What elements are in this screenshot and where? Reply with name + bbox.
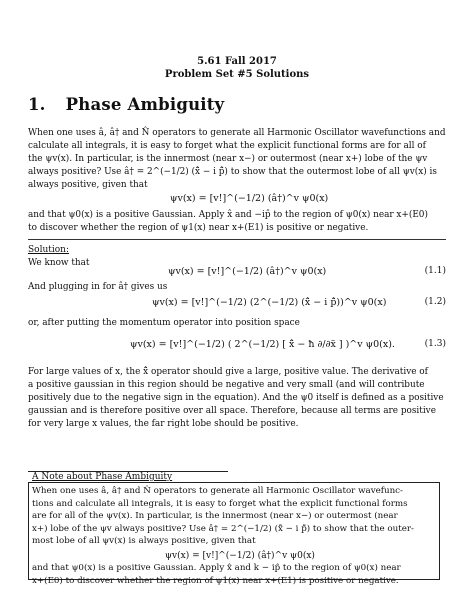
equation-1-2: ψv(x) = [v!]^(−1/2) (2^(−1/2) (x̂̃ − i p̂̃))^v ψ0(x) <box>152 297 387 308</box>
solution-line: a positive gaussian in this region should be negative and very small (and will contribute <box>28 379 425 390</box>
note-line: tions and calculate all integrals, it is easy to forget what the explicit functional forms <box>32 498 408 509</box>
equation-number: (1.1) <box>424 266 446 276</box>
problem-statement-cont <box>28 209 446 235</box>
note-line: x+(E0) to discover whether the region of ψ1(x) near x+(E1) is positive or negative. <box>32 575 399 586</box>
problem-line: and that ψ0(x) is a positive Gaussian. Apply x̂ and −ip̂ to the region of ψ0(x) near x+(E0) <box>28 210 428 220</box>
solution-after-text: or, after putting the momentum operator into position space <box>28 318 300 328</box>
note-equation: ψv(x) = [v!]^(−1/2) (â†)^v ψ0(x) <box>165 551 315 561</box>
course-title: 5.61 Fall 2017 <box>197 56 277 67</box>
section-heading <box>28 95 224 114</box>
equation-1-1: ψv(x) = [v!]^(−1/2) (â†)^v ψ0(x) <box>168 266 327 277</box>
note-line: and that ψ0(x) is a positive Gaussian. Apply x̂ and k − ip̂ to the region of ψ0(x) near <box>32 563 401 573</box>
problem-equation: ψv(x) = [v!]^(−1/2) (â†)^v ψ0(x) <box>170 193 329 204</box>
problem-set-title: Problem Set #5 Solutions <box>164 69 310 80</box>
note-body-cont <box>32 562 436 587</box>
solution-line: for very large x values, the far right lobe should be positive. <box>28 418 299 429</box>
note-body <box>32 485 436 548</box>
section-title: Phase Ambiguity <box>65 95 225 114</box>
problem-line: always positive, given that <box>28 179 148 190</box>
note-title: A Note about Phase Ambiguity <box>32 472 173 482</box>
equation-number: (1.2) <box>424 297 446 307</box>
problem-line: always positive? Use â† = 2^(−1/2) (x̂̃ − i p̂̃) to show that the outermost lobe of all ψv(x) is <box>28 166 437 177</box>
solution-line: positively due to the negative sign in the equation). And the ψ0 itself is defined as a positive <box>28 392 444 403</box>
problem-line: calculate all integrals, it is easy to forget what the explicit functional forms are for all of <box>28 140 426 151</box>
solution-plug-text: And plugging in for â† gives us <box>28 282 168 292</box>
note-line: most lobe of all ψv(x) is always positive, given that <box>32 536 256 547</box>
solution-explanation <box>28 366 446 431</box>
divider <box>28 239 446 240</box>
problem-line: When one uses â, â† and N̂ operators to generate all Harmonic Oscillator wavefunctions and <box>28 128 446 138</box>
solution-label: Solution: <box>28 245 70 255</box>
equation-1-3: ψv(x) = [v!]^(−1/2) ( 2^(−1/2) [ x̂̃ − ħ ∂/∂x̃ ] )^v ψ0(x). <box>130 339 395 350</box>
problem-line: the ψv(x). In particular, is the innermost (near x−) or outermost (near x+) lobe of the ψv <box>28 153 428 164</box>
problem-statement <box>28 127 446 192</box>
solution-intro: We know that <box>28 258 90 268</box>
solution-line: gaussian and is therefore positive over all space. Therefore, because all terms are positive <box>28 405 436 416</box>
note-line: are for all of the ψv(x). In particular, is the innermost (near x−) or outermost (near <box>32 511 398 522</box>
section-number: 1. <box>28 95 46 114</box>
solution-line: For large values of x, the x̂̃ operator should give a large, positive value. The derivative of <box>28 367 428 377</box>
note-line: When one uses â, â† and N̂ operators to generate all Harmonic Oscillator wavefunc- <box>32 486 403 496</box>
equation-number: (1.3) <box>424 339 446 349</box>
problem-line: to discover whether the region of ψ1(x) near x+(E1) is positive or negative. <box>28 222 369 233</box>
note-line: x+) lobe of the ψv always positive? Use â† = 2^(−1/2) (x̂̃ − i p̂̃) to show that the outer- <box>32 523 414 534</box>
